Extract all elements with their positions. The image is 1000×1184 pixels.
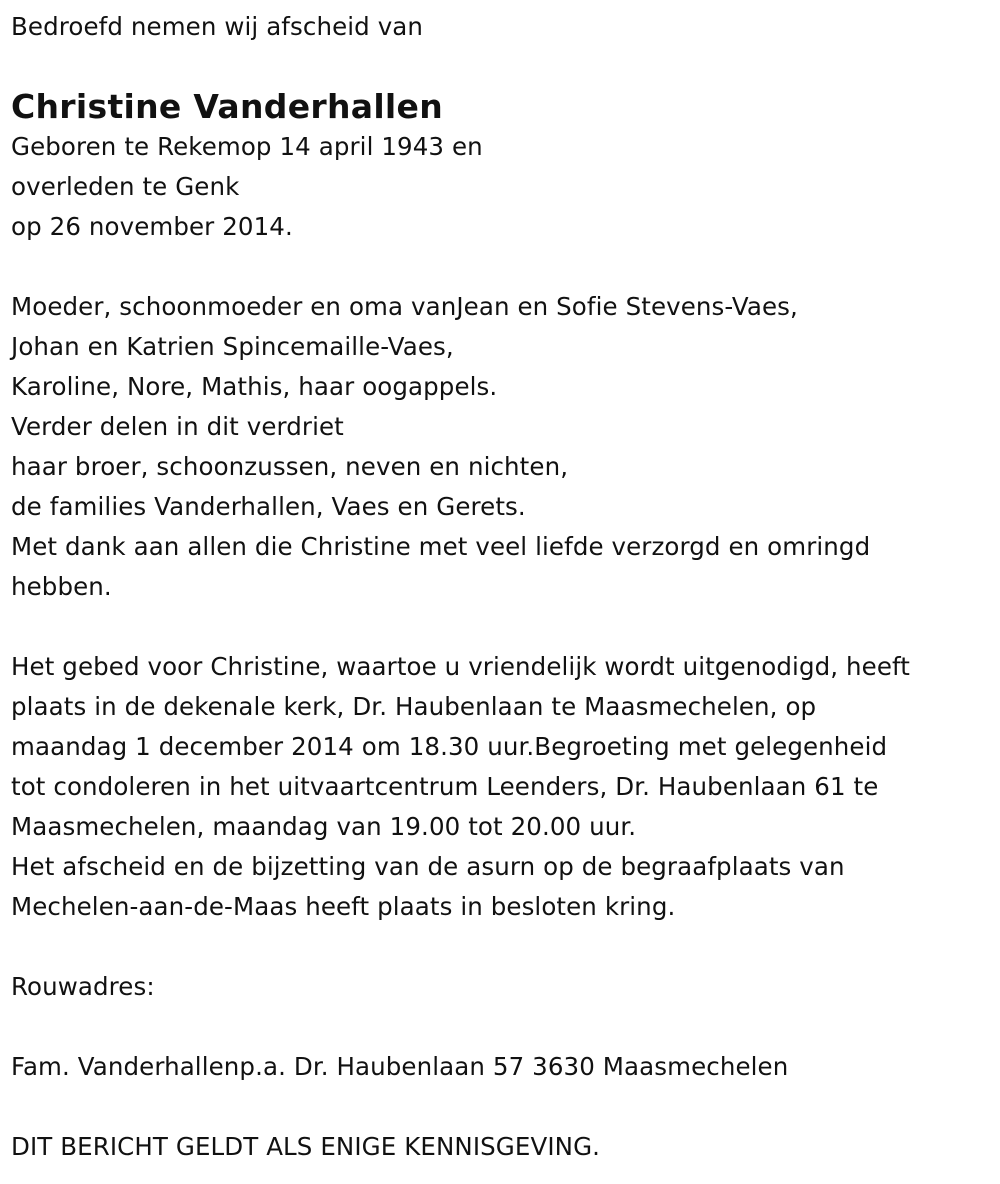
- service-line: Het afscheid en de bijzetting van de asurn op de begraafplaats van: [11, 852, 845, 881]
- spacer: [11, 1087, 991, 1127]
- birth-line: Geboren te Rekemop 14 april 1943 en: [11, 132, 483, 161]
- birth-line: overleden te Genk: [11, 172, 240, 201]
- address-label: Rouwadres:: [11, 972, 155, 1001]
- spacer: [11, 607, 991, 647]
- address-text: Fam. Vanderhallenp.a. Dr. Haubenlaan 57 3630 Maasmechelen: [11, 1052, 789, 1081]
- spacer: [11, 247, 991, 287]
- family-line: Met dank aan allen die Christine met veel liefde verzorgd en omringd: [11, 532, 871, 561]
- service-line: Mechelen-aan-de-Maas heeft plaats in besloten kring.: [11, 892, 676, 921]
- family-line: hebben.: [11, 572, 112, 601]
- family-line: Karoline, Nore, Mathis, haar oogappels.: [11, 372, 498, 401]
- service-line: Het gebed voor Christine, waartoe u vriendelijk wordt uitgenodigd, heeft: [11, 652, 911, 681]
- notice-text: DIT BERICHT GELDT ALS ENIGE KENNISGEVING.: [11, 1132, 601, 1161]
- family-line: haar broer, schoonzussen, neven en nichten,: [11, 452, 569, 481]
- death-notice: [11, 7, 991, 1167]
- family-line: Verder delen in dit verdriet: [11, 412, 344, 441]
- service-line: tot condoleren in het uitvaartcentrum Leenders, Dr. Haubenlaan 61 te: [11, 772, 879, 801]
- service-line: maandag 1 december 2014 om 18.30 uur.Begroeting met gelegenheid: [11, 732, 888, 761]
- family-line: de families Vanderhallen, Vaes en Gerets.: [11, 492, 526, 521]
- family-line: Moeder, schoonmoeder en oma vanJean en Sofie Stevens-Vaes,: [11, 292, 798, 321]
- deceased-name: Christine Vanderhallen: [11, 87, 444, 126]
- service-line: Maasmechelen, maandag van 19.00 tot 20.00 uur.: [11, 812, 637, 841]
- intro-text: Bedroefd nemen wij afscheid van: [11, 12, 424, 41]
- spacer: [11, 1007, 991, 1047]
- family-line: Johan en Katrien Spincemaille-Vaes,: [11, 332, 454, 361]
- service-line: plaats in de dekenale kerk, Dr. Haubenlaan te Maasmechelen, op: [11, 692, 817, 721]
- spacer: [11, 927, 991, 967]
- birth-line: op 26 november 2014.: [11, 212, 293, 241]
